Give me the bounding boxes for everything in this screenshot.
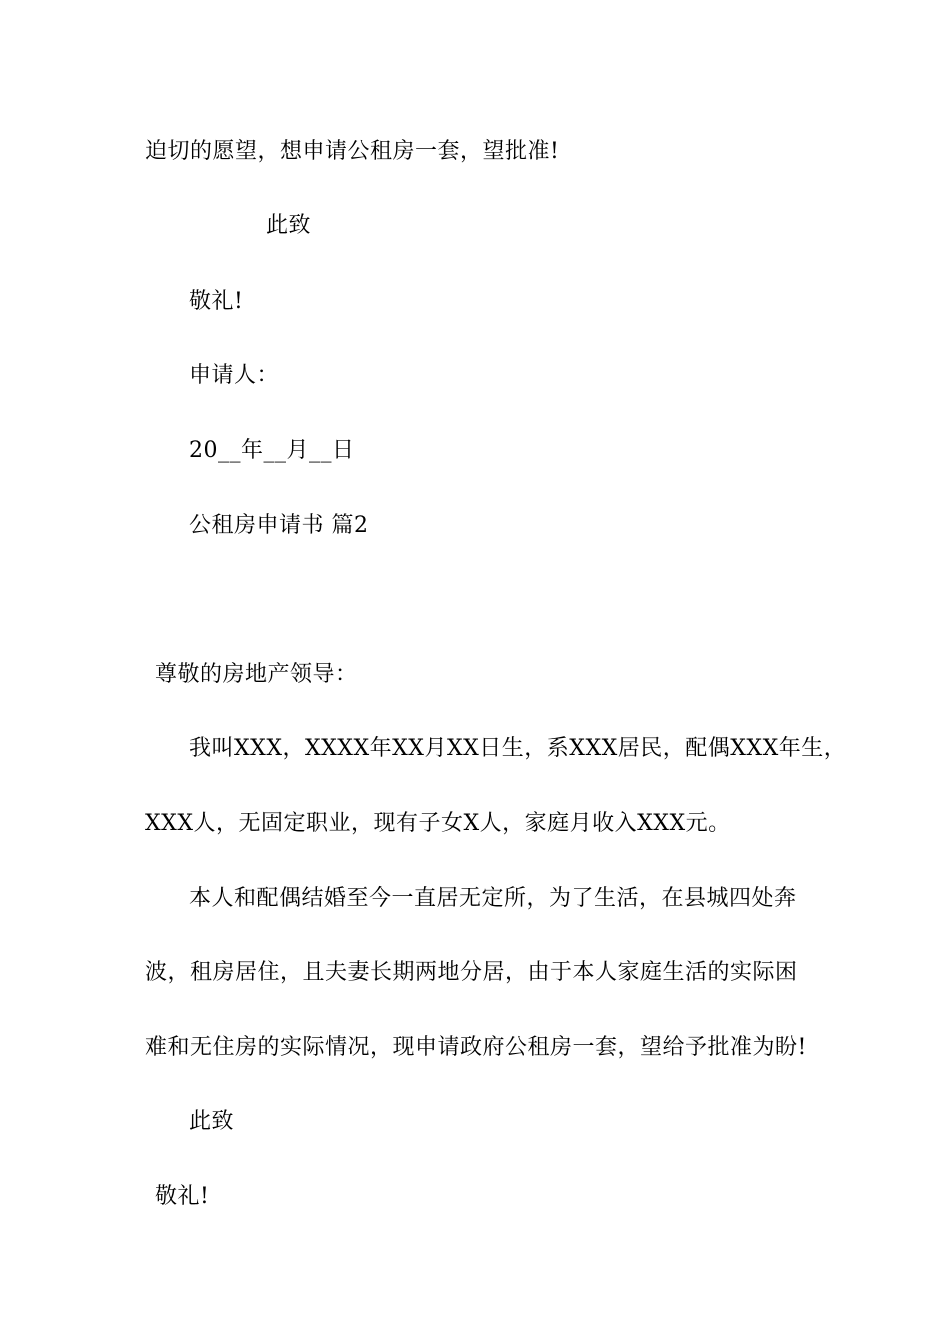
section-heading: 公租房申请书 篇2 — [189, 513, 369, 538]
closing-request-line: 迫切的愿望，想申请公租房一套，望批准! — [145, 139, 560, 164]
body-paragraph-1-line-1: 我叫XXX，XXXX年XX月XX日生，系XXX居民，配偶XXX年生， — [189, 736, 847, 761]
addressee-line: 尊敬的房地产领导： — [155, 662, 358, 687]
applicant-label: 申请人： — [189, 363, 280, 388]
salutation-jingli: 敬礼! — [189, 289, 244, 314]
body-paragraph-2-line-3: 难和无住房的实际情况，现申请政府公租房一套，望给予批准为盼! — [145, 1035, 807, 1060]
body-paragraph-2-line-1: 本人和配偶结婚至今一直居无定所，为了生活，在县城四处奔 — [189, 886, 797, 911]
date-line: 20__年__月__日 — [189, 438, 355, 463]
body-paragraph-1-line-2: XXX人，无固定职业，现有子女X人，家庭月收入XXX元。 — [145, 811, 731, 836]
body-paragraph-2-line-2: 波，租房居住，且夫妻长期两地分居，由于本人家庭生活的实际困 — [145, 960, 798, 985]
salutation-cizhi: 此致 — [266, 213, 312, 238]
salutation-cizhi-2: 此致 — [189, 1109, 235, 1134]
salutation-jingli-2: 敬礼! — [155, 1184, 210, 1209]
